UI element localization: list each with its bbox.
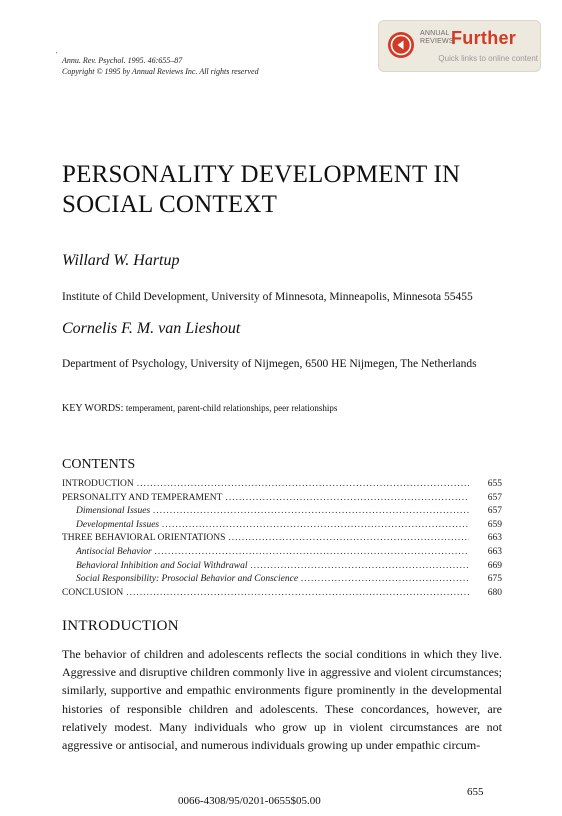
toc-entry-label: PERSONALITY AND TEMPERAMENT (62, 492, 223, 503)
badge-further-text: Further (451, 28, 517, 48)
title-line-2: SOCIAL CONTEXT (62, 191, 278, 218)
margin-mark: ' (56, 51, 58, 59)
article-code: 0066-4308/95/0201-0655$05.00 (178, 795, 321, 807)
toc-leader-dots (301, 573, 469, 587)
page-number: 655 (467, 786, 484, 798)
badge-annual-text: ANNUAL (420, 30, 450, 37)
toc-entry[interactable] (62, 492, 502, 506)
toc-entry-label: THREE BEHAVIORAL ORIENTATIONS (62, 533, 226, 544)
toc-entry-page: 657 (487, 492, 502, 503)
toc-entry-label: INTRODUCTION (62, 479, 134, 489)
keywords (62, 403, 337, 414)
table-of-contents (62, 478, 502, 600)
toc-entry[interactable] (62, 587, 502, 601)
toc-entry-label: Developmental Issues (76, 519, 160, 530)
toc-entry-page: 663 (487, 533, 502, 544)
copyright-notice: Copyright © 1995 by Annual Reviews Inc. All rights reserved (62, 67, 259, 76)
toc-leader-dots (251, 560, 469, 574)
toc-entry-page: 659 (487, 519, 502, 530)
toc-leader-dots (137, 478, 469, 492)
toc-leader-dots (153, 505, 469, 519)
keywords-value: temperament, parent-child relationships, peer relationships (125, 403, 338, 413)
title-line-1: PERSONALITY DEVELOPMENT IN (62, 161, 461, 188)
author-1: Willard W. Hartup (62, 252, 180, 269)
author-2: Cornelis F. M. van Lieshout (62, 320, 241, 337)
toc-leader-dots (162, 519, 469, 533)
toc-entry[interactable] (62, 478, 502, 492)
contents-heading: CONTENTS (62, 457, 136, 472)
toc-entry-page: 655 (487, 479, 502, 489)
toc-entry[interactable] (62, 560, 502, 574)
toc-entry[interactable] (62, 532, 502, 546)
affiliation-2: Department of Psychology, University of Nijmegen, 6500 HE Nijmegen, The Netherlands (62, 358, 477, 370)
toc-entry[interactable] (62, 573, 502, 587)
toc-entry-page: 680 (487, 587, 502, 598)
toc-leader-dots (225, 492, 469, 506)
toc-entry-page: 663 (487, 546, 502, 557)
toc-entry-label: Dimensional Issues (76, 506, 151, 517)
introduction-paragraph: The behavior of children and adolescents reflects the social conditions in which they live. Aggressive and disruptive children commonly live in aggressive and violent circumstances; similarly, supportive and empathic environments figure prominently in the developmental histories of responsible children and adolescents. These concordances, however, are relatively modest. Many individuals who grow up in violent circumstances are not aggressive or antisocial, and numerous individuals growing up under empathic circum- (62, 647, 502, 753)
toc-entry-label: Behavioral Inhibition and Social Withdrawal (76, 560, 248, 571)
toc-entry-label: Social Responsibility: Prosocial Behavior and Conscience (76, 574, 299, 585)
toc-leader-dots (155, 546, 469, 560)
badge-subtitle: Quick links to online content (438, 54, 538, 63)
toc-leader-dots (126, 587, 469, 601)
toc-entry-label: Antisocial Behavior (76, 546, 152, 557)
article-title (62, 160, 460, 220)
play-arrow-icon (388, 32, 414, 58)
toc-entry[interactable] (62, 546, 502, 560)
toc-entry[interactable] (62, 519, 502, 533)
toc-entry[interactable] (62, 505, 502, 519)
toc-entry-page: 675 (487, 574, 502, 585)
annual-reviews-further-badge[interactable] (378, 20, 541, 72)
affiliation-1: Institute of Child Development, University of Minnesota, Minneapolis, Minnesota 55455 (62, 291, 473, 303)
introduction-heading: INTRODUCTION (62, 618, 179, 634)
toc-entry-page: 669 (487, 560, 502, 571)
badge-reviews-text: REVIEWS (420, 38, 454, 45)
keywords-label: KEY WORDS: (62, 403, 124, 414)
toc-entry-page: 657 (487, 506, 502, 517)
journal-citation: Annu. Rev. Psychol. 1995. 46:655–87 (62, 56, 183, 65)
toc-entry-label: CONCLUSION (62, 587, 124, 598)
toc-leader-dots (228, 532, 469, 546)
